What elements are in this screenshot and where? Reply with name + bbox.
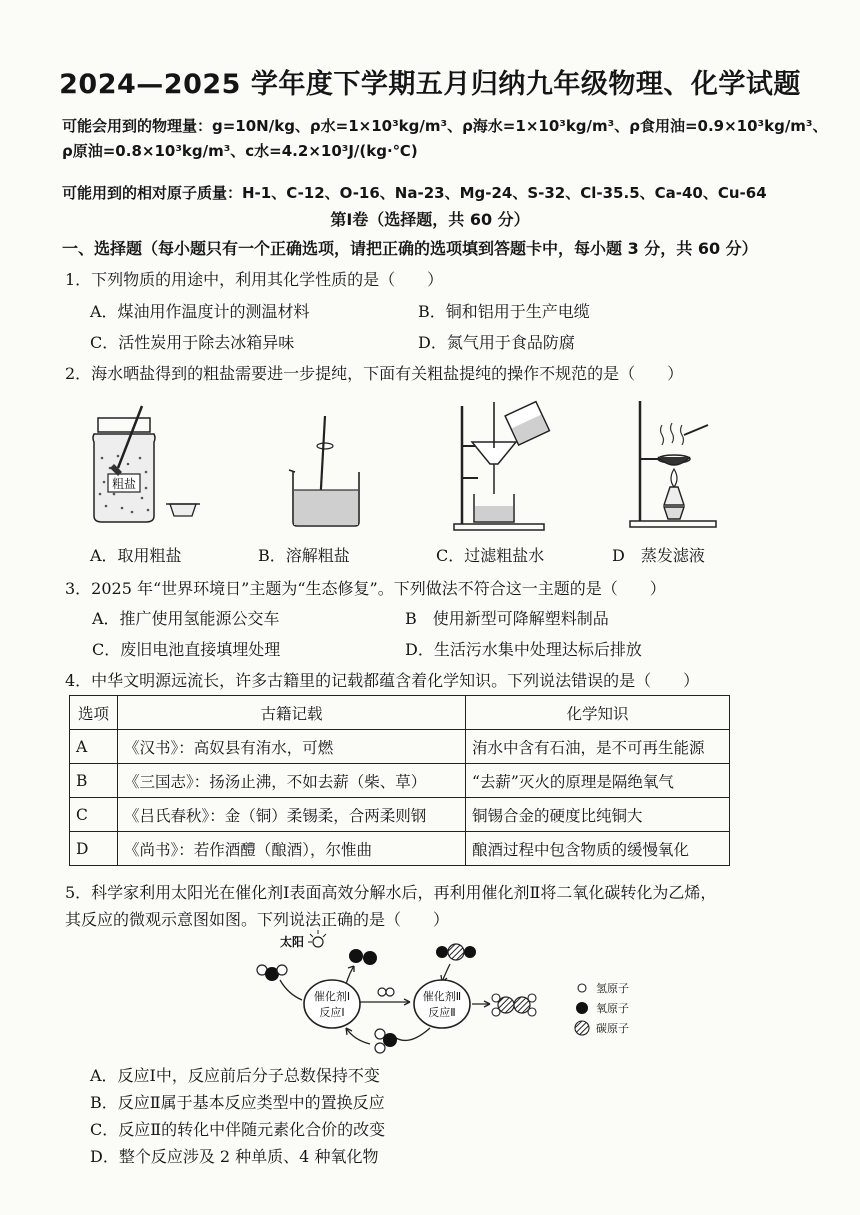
table-row xyxy=(70,832,730,866)
atomic-mass-line: 可能用到的相对原子质量：H-1、C-12、O-16、Na-23、Mg-24、S-32、Cl-35.5、Ca-40、Cu-64 xyxy=(62,184,767,202)
q1-option-a: A．煤油用作温度计的测温材料 xyxy=(90,302,310,321)
q5-stem-line1: 5．科学家利用太阳光在催化剂Ⅰ表面高效分解水后，再利用催化剂Ⅱ将二氧化碳转化为乙烯， xyxy=(65,883,717,902)
table-cell: 《吕氏春秋》：金（铜）柔锡柔，合两柔则钢 xyxy=(118,798,466,832)
part-heading: 一、选择题（每小题只有一个正确选项，请把正确的选项填到答题卡中，每小题 3 分，共 60 分） xyxy=(62,239,758,258)
q2-option-b: B．溶解粗盐 xyxy=(258,546,350,565)
q5-option-a: A．反应Ⅰ中，反应前后分子总数保持不变 xyxy=(90,1066,380,1085)
table-cell: A xyxy=(70,730,118,764)
table-row xyxy=(70,764,730,798)
q5-reaction-diagram xyxy=(250,928,670,1058)
sun-label: 太阳 xyxy=(280,935,305,949)
table-header-row xyxy=(70,696,730,730)
table-cell: 《尚书》：若作酒醴（酿酒），尔惟曲 xyxy=(118,832,466,866)
sun-icon xyxy=(308,930,326,947)
table-cell: “去薪”灭火的原理是隔绝氧气 xyxy=(466,764,730,798)
q5-stem-line2: 其反应的微观示意图如图。下列说法正确的是（ ） xyxy=(65,910,450,929)
q2-figure-b xyxy=(285,412,375,530)
legend-carbon: 碳原子 xyxy=(596,1022,629,1035)
q2-figure-a xyxy=(88,398,208,528)
table-header: 化学知识 xyxy=(466,696,730,730)
q5-option-d: D．整个反应涉及 2 种单质、4 种氧化物 xyxy=(90,1147,379,1166)
jar-label: 粗盐 xyxy=(111,477,137,491)
table-cell: D xyxy=(70,832,118,866)
q4-table xyxy=(69,695,730,866)
q2-figure-d xyxy=(628,395,728,533)
physics-constants-line1: 可能会用到的物理量：g=10N/kg、ρ水=1×10³kg/m³、ρ海水=1×10³kg/m³、ρ食用油=0.9×10³kg/m³、 xyxy=(62,117,828,135)
legend-oxygen: 氧原子 xyxy=(596,1002,629,1015)
q3-stem: 3．2025 年“世界环境日”主题为“生态修复”。下列做法不符合这一主题的是（ ） xyxy=(65,579,666,598)
q1-option-b: B．铜和铝用于生产电缆 xyxy=(418,302,590,321)
catalyst-1-label: 催化剂Ⅰ xyxy=(313,990,351,1003)
q2-option-a: A．取用粗盐 xyxy=(90,546,182,565)
table-row xyxy=(70,798,730,832)
table-cell: C xyxy=(70,798,118,832)
legend-hydrogen: 氢原子 xyxy=(596,982,629,995)
table-cell: 《汉书》：高奴县有洧水，可燃 xyxy=(118,730,466,764)
table-cell: 酿酒过程中包含物质的缓慢氧化 xyxy=(466,832,730,866)
table-cell: 《三国志》：扬汤止沸，不如去薪（柴、草） xyxy=(118,764,466,798)
reaction-1-label: 反应Ⅰ xyxy=(319,1006,345,1019)
q3-option-c: C．废旧电池直接填埋处理 xyxy=(92,640,281,659)
q1-stem: 1．下列物质的用途中，利用其化学性质的是（ ） xyxy=(65,270,444,289)
q3-option-b: B 使用新型可降解塑料制品 xyxy=(405,609,609,628)
table-cell: 洧水中含有石油，是不可再生能源 xyxy=(466,730,730,764)
q3-option-d: D．生活污水集中处理达标后排放 xyxy=(405,640,642,659)
q5-option-c: C．反应Ⅱ的转化中伴随元素化合价的改变 xyxy=(90,1120,386,1139)
reaction-2-label: 反应Ⅱ xyxy=(428,1006,456,1019)
q2-option-c: C．过滤粗盐水 xyxy=(436,546,545,565)
q2-stem: 2．海水晒盐得到的粗盐需要进一步提纯，下面有关粗盐提纯的操作不规范的是（ ） xyxy=(65,364,684,383)
table-cell: 铜锡合金的硬度比纯铜大 xyxy=(466,798,730,832)
q1-option-c: C．活性炭用于除去冰箱异味 xyxy=(90,333,295,352)
q4-stem: 4．中华文明源远流长，许多古籍里的记载都蕴含着化学知识。下列说法错误的是（ ） xyxy=(65,671,700,690)
table-header: 选项 xyxy=(70,696,118,730)
q2-option-d: D 蒸发滤液 xyxy=(612,546,705,565)
section-title: 第Ⅰ卷（选择题，共 60 分） xyxy=(330,210,530,229)
q1-option-d: D．氮气用于食品防腐 xyxy=(418,333,575,352)
physics-constants-line2: ρ原油=0.8×10³kg/m³、c水=4.2×10³J/(kg·℃) xyxy=(62,142,418,160)
q3-option-a: A．推广使用氢能源公交车 xyxy=(92,609,280,628)
table-header: 古籍记载 xyxy=(118,696,466,730)
catalyst-2-label: 催化剂Ⅱ xyxy=(422,990,462,1003)
table-cell: B xyxy=(70,764,118,798)
q2-figure-c xyxy=(448,398,578,532)
page-title: 2024—2025 学年度下学期五月归纳九年级物理、化学试题 xyxy=(59,69,801,100)
q5-option-b: B．反应Ⅱ属于基本反应类型中的置换反应 xyxy=(90,1093,385,1112)
table-row xyxy=(70,730,730,764)
